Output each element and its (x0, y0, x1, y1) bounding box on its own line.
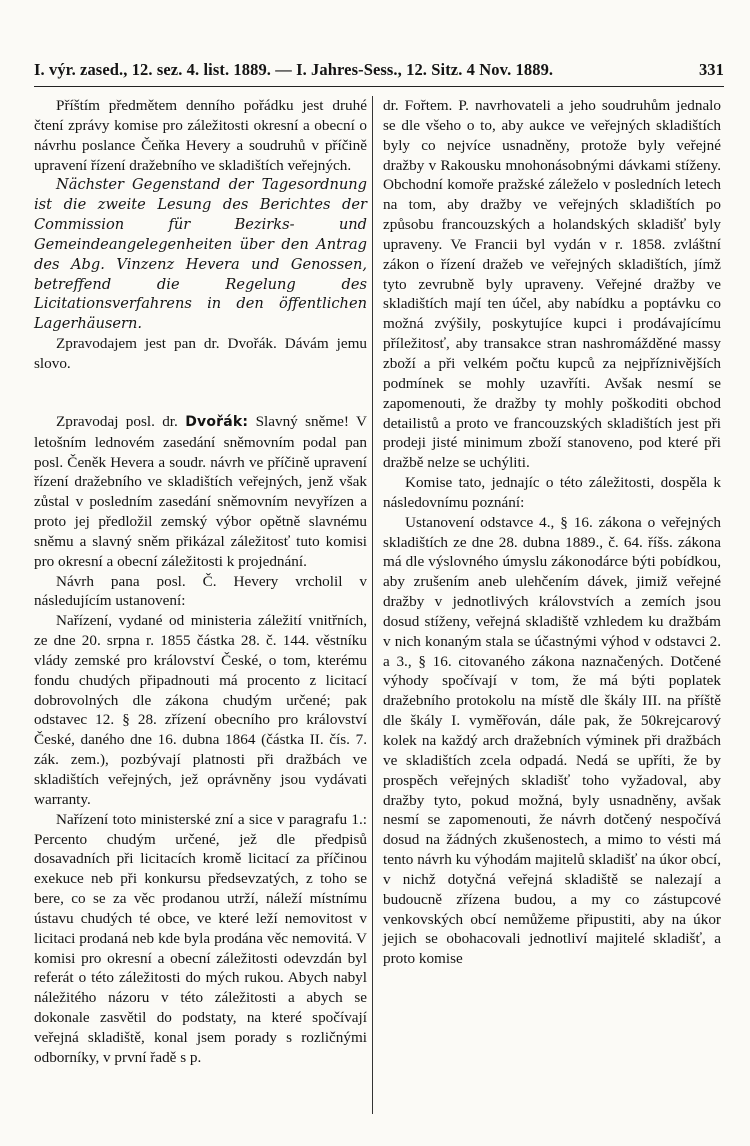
paragraph-agenda-czech: Příštím předmětem denního pořádku jest druhé čtení zprávy komise pro záležitosti okresní a obecní o návrhu poslance Čeňka Hevery a soudruhů v příčině upravení řízení dražebního ve skladištích veřejných. (34, 97, 367, 174)
column-divider (372, 96, 373, 1114)
paragraph-continuation: dr. Fořtem. P. navrhovateli a jeho soudruhům jednalo se dle všeho o to, aby aukce ve veřejných skladištích byly co nejvíce usnadněny, protože byly veřejné dražby v Rakousku mnohonásobnými dávkami stíženy. Obchodní komoře pražské záleželo v posledních letech na tom, aby dražby ve veřejných skladištích po způsobu francouzských a holandských skladišť byly upraveny. Ve Francii byl vydán v r. 1858. zvláštní zákon o řízení dražeb ve veřejných skladištích, jímž tyto zevrubně byly upraveny. Veřejné dražby ve skladištích mají ten účel, aby nabídku a poptávku co možná zvýšily, poskytujíce kupci i prodávajícímu příležitosť, aby transakce stran nashromážděné massy zboží a při velkém počtu kupců za nejpříznivějších podmínek se mohly uzavříti. Avšak nesmí se zapomenouti, že dražby ty mohly poškoditi obchod detailistů a proto ve francouzských skladištích jest při prodeji jisté minimum zboží stanoveno, pod které při dražbě nelze se uchýliti. (383, 97, 721, 472)
speech-text: Slavný sněme! V letošním lednovém zasedání sněmovním podal pan posl. Čeněk Hevera a soudr. návrh ve příčině upravení řízení dražebního ve skladištích veřejných, jenž však zůstal v posledním zasedání sněmovním nevyřízen a proto jej předložil zemský výbor opětně slavnému sněmu a slavný sněm přikázal záležitosť tuto komisi pro okresní a obecní záležitosti k projednání. (34, 412, 368, 570)
speaker-name: Dvořák: (185, 413, 249, 430)
left-column (34, 96, 367, 1068)
running-head: I. výr. zased., 12. sez. 4. list. 1889. — I. Jahres-Sess., 12. Sitz. 4 Nov. 1889. (34, 60, 554, 79)
paragraph-commission-finding: Komise tato, jednajíc o této záležitosti, dospěla k následovnímu poznání: (383, 474, 721, 511)
paragraph-ministerial-order: Nařízení toto ministerské zní a sice v paragrafu 1.: Percento chudým určené, jež dle předpisů dosavadních při licitacích kromě licitací za příčinou exekuce neb při konkursu předsevzatých, z toho se bere, co se za věc prodanou utrží, náleží místnímu ústavu chudých té obce, ve které leží nemovitost v licitaci prodaná neb kde byla prodána věc nemovitá. V komisi pro okresní a obecní záležitosti odevzdán byl referát o této záležitosti do mých rukou. Abych nabyl náležitého názoru v této záležitosti a abych se dokonale zasvětil do podstaty, na které spočívají veřejná skladiště, konal jsem porady s rozličnými odborníky, v první řadě s p. (34, 810, 367, 1066)
right-column (383, 96, 721, 969)
paragraph-rapporteur: Zpravodajem jest pan dr. Dvořák. Dávám jemu slovo. (34, 335, 367, 372)
paragraph-decree: Nařízení, vydané od ministeria záležití vnitřních, ze dne 20. srpna r. 1855 částka 28. č. 144. věstníku vlády zemské pro království České, o tom, kterému fondu chudých připadnouti má procento z licitací dobrovolných dle zákona chudým určené; pak odstavec 12. § 28. zřízení obecního pro království České, daného dne 16. dubna 1864 (částka II. čís. 7. zák. zem.), pozbývají platnosti při dražbách ve skladištích veřejných, jež oprávněny jsou vydávati warranty. (34, 612, 367, 808)
paragraph-provision: Ustanovení odstavce 4., § 16. zákona o veřejných skladištích ze dne 28. dubna 1889., č. 64. říšs. zákona má dle výslovného úmyslu zákonodárce býti pobídkou, aby zrušením aneb ulehčením dávek, jimiž veřejné dražby v jednotlivých královstvích a zemích jsou dosud stíženy, veřejná skladiště vzhledem ku dražbám v nich konaným stala se účastnými výhod v odstavci 2. a 3., § 16. citovaného zákona naznačených. Dotčené výhody spočívají v tom, že má býti poplatek dražebního protokolu na místě dle škály III. na příště dle škály I. vyměřován, dále pak, že 50krejcarový kolek na každý arch dražebních výminek při dražbách ve skladištích zcela odpadá. Nedá se upříti, že by prospěch veřejných skladišť toho vyžadoval, aby dražby tyto, pokud možná, byly usnadněny, avšak nesmí se zapomenouti, že návrh dotčený nespočívá dosud na žádných zkušenostech, a mimo to vésti má tento návrh ku výhodám majitelů skladišť na úkor obcí, v nichž dotyčná veřejná skladiště se nalezají a budoucně zřízena budou, a my co zástupcové venkovských obcí nemůžeme připustiti, aby na úkor jejich se obohacovali jednotliví majitelé skladišť, a proto komise (383, 513, 721, 968)
header-rule (34, 86, 724, 87)
paragraph-proposal: Návrh pana posl. Č. Hevery vrcholil v následujícím ustanovení: (34, 572, 367, 610)
paragraph-gap (34, 374, 367, 412)
paragraph-speech-opening (34, 412, 367, 572)
page-number: 331 (698, 60, 724, 79)
paragraph-agenda-german: Nächster Gegenstand der Tagesordnung ist die zweite Lesung des Berichtes der Commission für Bezirks- und Gemeindeangelegenheiten über den Antrag des Abg. Vinzenz Hevera und Genossen, betreffend die Regelung des Licitationsverfahrens in den öffentlichen Lagerhäusern. (34, 176, 367, 333)
speaker-prefix: Zpravodaj posl. dr. (56, 412, 178, 430)
page-header (34, 60, 724, 80)
